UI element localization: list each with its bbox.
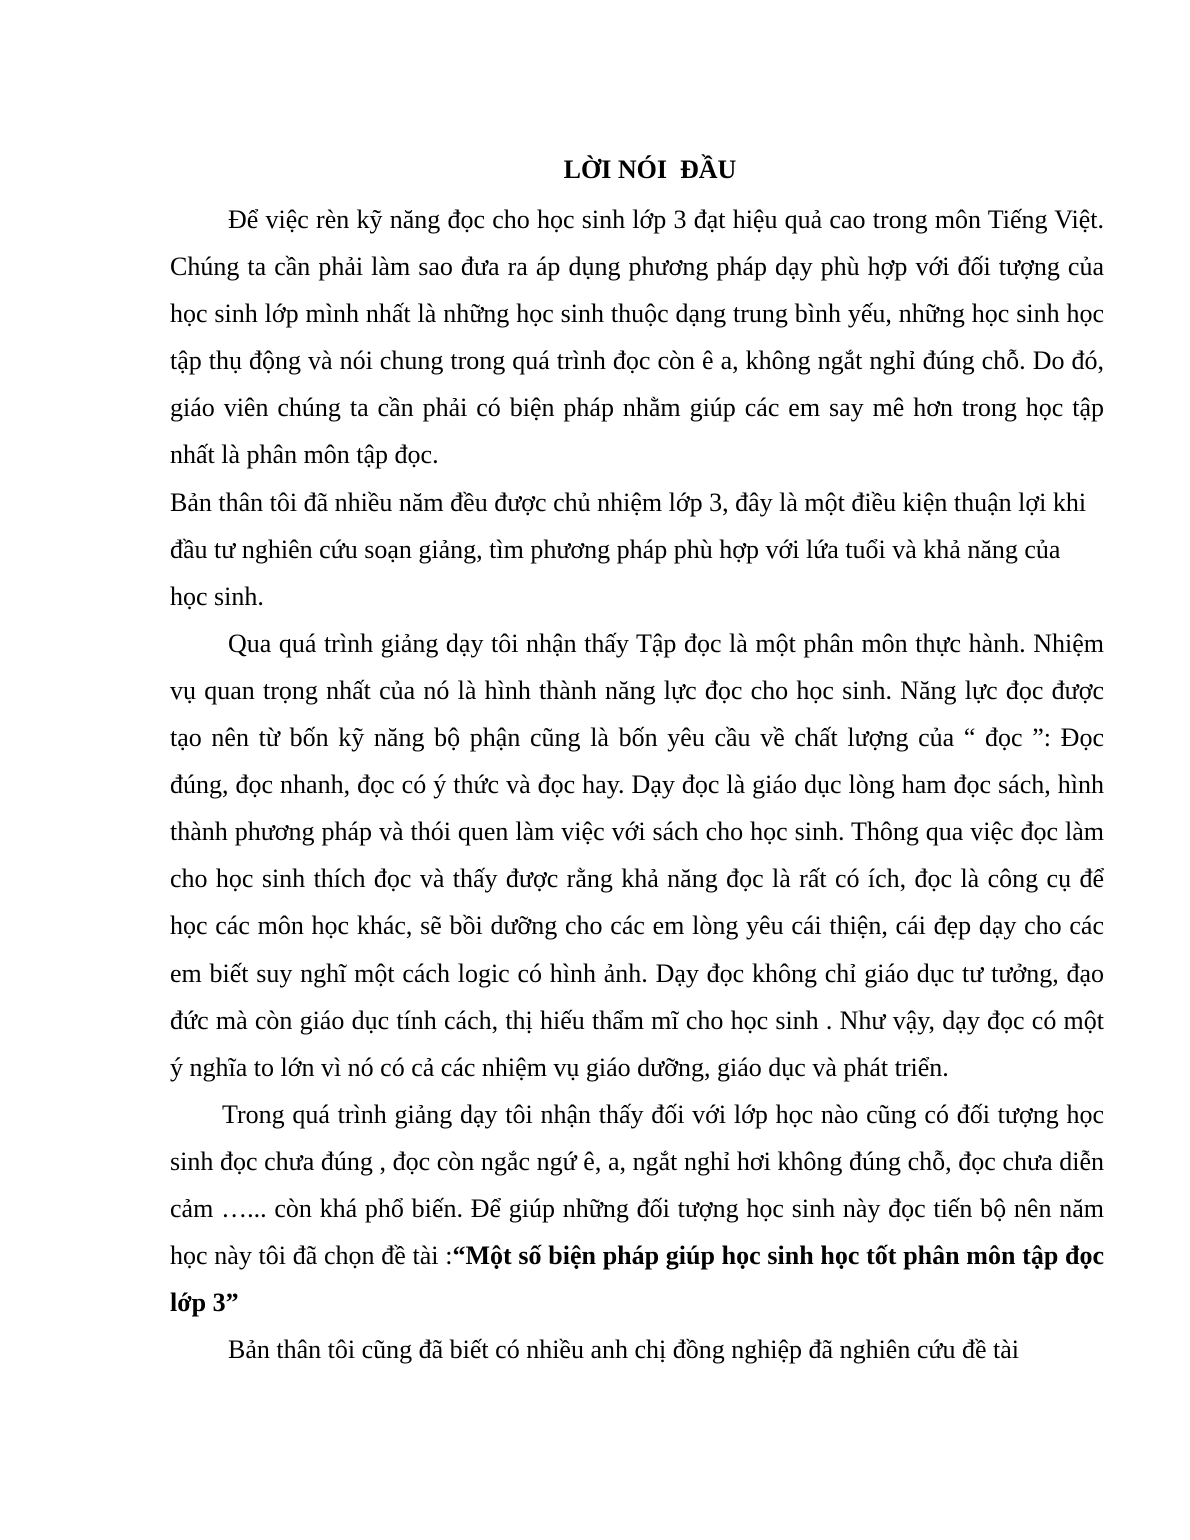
paragraph-4-text: Trong quá trình giảng dạy tôi nhận thấy đối với lớp học nào cũng có đối tượng học sinh đọc chưa đúng , đọc còn ngắc ngứ ê, a, ngắt nghỉ hơi không đúng chỗ, đọc chưa diễn cảm …... còn khá phổ biến. Để giúp những đối tượng học sinh này đọc tiến bộ nên năm học này tôi đã chọn đề tài : <box>170 1099 1104 1271</box>
document-body <box>170 196 1104 1373</box>
topic-title: “Một số biện pháp giúp học sinh học tốt phân môn tập đọc lớp 3” <box>170 1241 1105 1318</box>
paragraph-2: Bản thân tôi đã nhiều năm đều được chủ nhiệm lớp 3, đây là một điều kiện thuận lợi khi đầu tư nghiên cứu soạn giảng, tìm phương pháp phù hợp với lứa tuổi và khả năng của học sinh. <box>170 487 1087 611</box>
document-title: LỜI NÓI ĐẦU <box>563 155 737 184</box>
paragraph-1: Để việc rèn kỹ năng đọc cho học sinh lớp 3 đạt hiệu quả cao trong môn Tiếng Việt. Chúng ta cần phải làm sao đưa ra áp dụng phương pháp dạy phù hợp với đối tượng của học sinh lớp mình nhất là những học sinh thuộc dạng trung bình yếu, những học sinh học tập thụ động và nói chung trong quá trình đọc còn ê a, không ngắt nghỉ đúng chỗ. Do đó, giáo viên chúng ta cần phải có biện pháp nhằm giúp các em say mê hơn trong học tập nhất là phân môn tập đọc. <box>170 205 1104 470</box>
paragraph-3: Qua quá trình giảng dạy tôi nhận thấy Tập đọc là một phân môn thực hành. Nhiệm vụ quan trọng nhất của nó là hình thành năng lực đọc cho học sinh. Năng lực đọc được tạo nên từ bốn kỹ năng bộ phận cũng là bốn yêu cầu về chất lượng của “ đọc ”: Đọc đúng, đọc nhanh, đọc có ý thức và đọc hay. Dạy đọc là giáo dục lòng ham đọc sách, hình thành phương pháp và thói quen làm việc với sách cho học sinh. Thông qua việc đọc làm cho học sinh thích đọc và thấy được rằng khả năng đọc là rất có ích, đọc là công cụ để học các môn học khác, sẽ bồi dưỡng cho các em lòng yêu cái thiện, cái đẹp dạy cho các em biết suy nghĩ một cách logic có hình ảnh. Dạy đọc không chỉ giáo dục tư tưởng, đạo đức mà còn giáo dục tính cách, thị hiếu thẩm mĩ cho học sinh . Như vậy, dạy đọc có một ý nghĩa to lớn vì nó có cả các nhiệm vụ giáo dưỡng, giáo dục và phát triển. <box>170 628 1104 1082</box>
paragraph-4 <box>170 1091 1104 1326</box>
paragraph-5: Bản thân tôi cũng đã biết có nhiều anh chị đồng nghiệp đã nghiên cứu đề tài <box>228 1335 1019 1365</box>
